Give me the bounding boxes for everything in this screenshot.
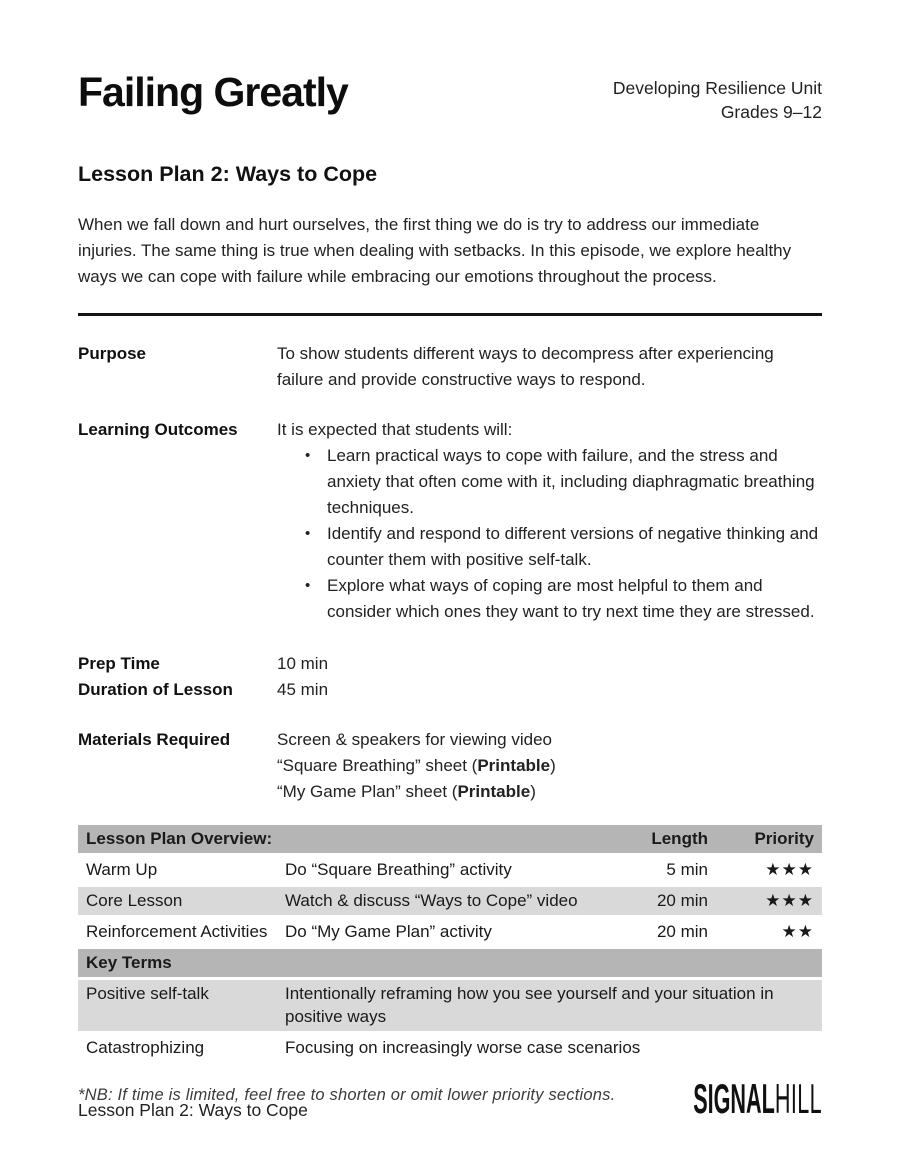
material-bold: Printable	[477, 756, 551, 775]
priority-stars: ★★	[781, 922, 814, 941]
lesson-heading: Lesson Plan 2: Ways to Cope	[78, 162, 378, 186]
activity-name: Warm Up	[86, 860, 158, 879]
material-text: )	[530, 782, 536, 801]
lesson-overview-table	[78, 825, 822, 1062]
prep-time-value: 10 min	[277, 654, 329, 673]
duration-row	[78, 677, 822, 703]
logo-bold-text: SIGNAL	[693, 1075, 775, 1123]
material-bold: Printable	[457, 782, 531, 801]
duration-value: 45 min	[277, 680, 329, 699]
masthead	[78, 70, 822, 124]
footer-page-label: Lesson Plan 2: Ways to Cope	[78, 1100, 308, 1120]
materials-row	[78, 727, 822, 805]
material-item	[277, 779, 822, 805]
activity-description: Do “Square Breathing” activity	[285, 860, 512, 879]
unit-info	[613, 70, 822, 124]
bullet-icon: •	[305, 447, 311, 464]
key-term-row	[78, 1034, 822, 1062]
key-terms-header-spacer	[283, 949, 822, 977]
length-column-header: Length	[651, 829, 708, 848]
intro-paragraph: When we fall down and hurt ourselves, the first thing we do is try to address our immediate injuries. The same thing is true when dealing with setbacks. In this episode, we explore healthy ways we can cope with failure while embracing our emotions throughout the process.	[78, 215, 792, 286]
prep-time-row	[78, 651, 822, 677]
unit-name: Developing Resilience Unit	[612, 78, 822, 98]
overview-title: Lesson Plan Overview:	[86, 829, 273, 848]
material-item	[277, 727, 822, 753]
purpose-label: Purpose	[78, 344, 147, 363]
outcome-item	[277, 443, 822, 521]
bullet-icon: •	[305, 577, 311, 594]
prep-time-label: Prep Time	[78, 654, 160, 673]
overview-header-row	[78, 825, 822, 853]
key-term-definition: Intentionally reframing how you see yourself and your situation in positive ways	[285, 984, 774, 1026]
grades-range: Grades 9–12	[720, 102, 822, 122]
purpose-row	[78, 341, 822, 393]
duration-label: Duration of Lesson	[78, 680, 233, 699]
outcome-text: Explore what ways of coping are most helpful to them and consider which ones they want to try next time they are stressed.	[327, 576, 815, 621]
activity-name: Core Lesson	[86, 891, 183, 910]
outcome-item	[277, 573, 822, 625]
outcome-text: Learn practical ways to cope with failure, and the stress and anxiety that often come with it, including diaphragmatic breathing techniques.	[327, 446, 815, 517]
priority-column-header: Priority	[754, 829, 814, 848]
timing-block	[78, 651, 822, 703]
material-item	[277, 753, 822, 779]
outcome-item	[277, 521, 822, 573]
key-terms-header-row	[78, 949, 822, 977]
divider-rule	[78, 313, 822, 316]
materials-list	[277, 727, 822, 805]
info-section	[78, 341, 822, 805]
material-text: “Square Breathing” sheet (	[277, 756, 478, 775]
outcomes-intro: It is expected that students will:	[277, 420, 513, 439]
doc-title: Failing Greatly	[78, 69, 348, 115]
outcomes-list	[277, 443, 822, 625]
learning-outcomes-content	[277, 417, 822, 625]
table-row	[78, 856, 822, 884]
activity-length: 20 min	[656, 891, 708, 910]
overview-header-spacer	[283, 825, 628, 853]
activity-name: Reinforcement Activities	[86, 922, 268, 941]
table-row	[78, 918, 822, 946]
learning-outcomes-label: Learning Outcomes	[78, 420, 238, 439]
signalhill-logo	[661, 1075, 822, 1124]
priority-stars: ★★★	[765, 860, 814, 879]
key-term-name: Positive self-talk	[86, 984, 209, 1003]
page-footer	[78, 1075, 822, 1124]
nb-footnote: *NB: If time is limited, feel free to shorten or omit lower priority sections.	[78, 1086, 616, 1104]
key-terms-title: Key Terms	[86, 953, 172, 972]
learning-outcomes-row	[78, 417, 822, 625]
priority-stars: ★★★	[765, 891, 814, 910]
material-text: “My Game Plan” sheet (	[277, 782, 458, 801]
activity-description: Do “My Game Plan” activity	[285, 922, 492, 941]
key-term-row	[78, 980, 822, 1031]
logo-light-text: HILL	[774, 1075, 822, 1123]
outcome-text: Identify and respond to different versions of negative thinking and counter them with positive self-talk.	[327, 524, 819, 569]
bullet-icon: •	[305, 525, 311, 542]
key-term-definition: Focusing on increasingly worse case scenarios	[285, 1038, 641, 1057]
materials-label: Materials Required	[78, 730, 231, 749]
activity-length: 20 min	[656, 922, 708, 941]
material-text: Screen & speakers for viewing video	[277, 730, 552, 749]
signalhill-wordmark	[693, 1076, 822, 1124]
table-row	[78, 887, 822, 915]
activity-length: 5 min	[666, 860, 708, 879]
material-text: )	[550, 756, 556, 775]
purpose-text: To show students different ways to decompress after experiencing failure and provide constructive ways to respond.	[277, 344, 774, 389]
key-term-name: Catastrophizing	[86, 1038, 205, 1057]
activity-description: Watch & discuss “Ways to Cope” video	[285, 891, 578, 910]
